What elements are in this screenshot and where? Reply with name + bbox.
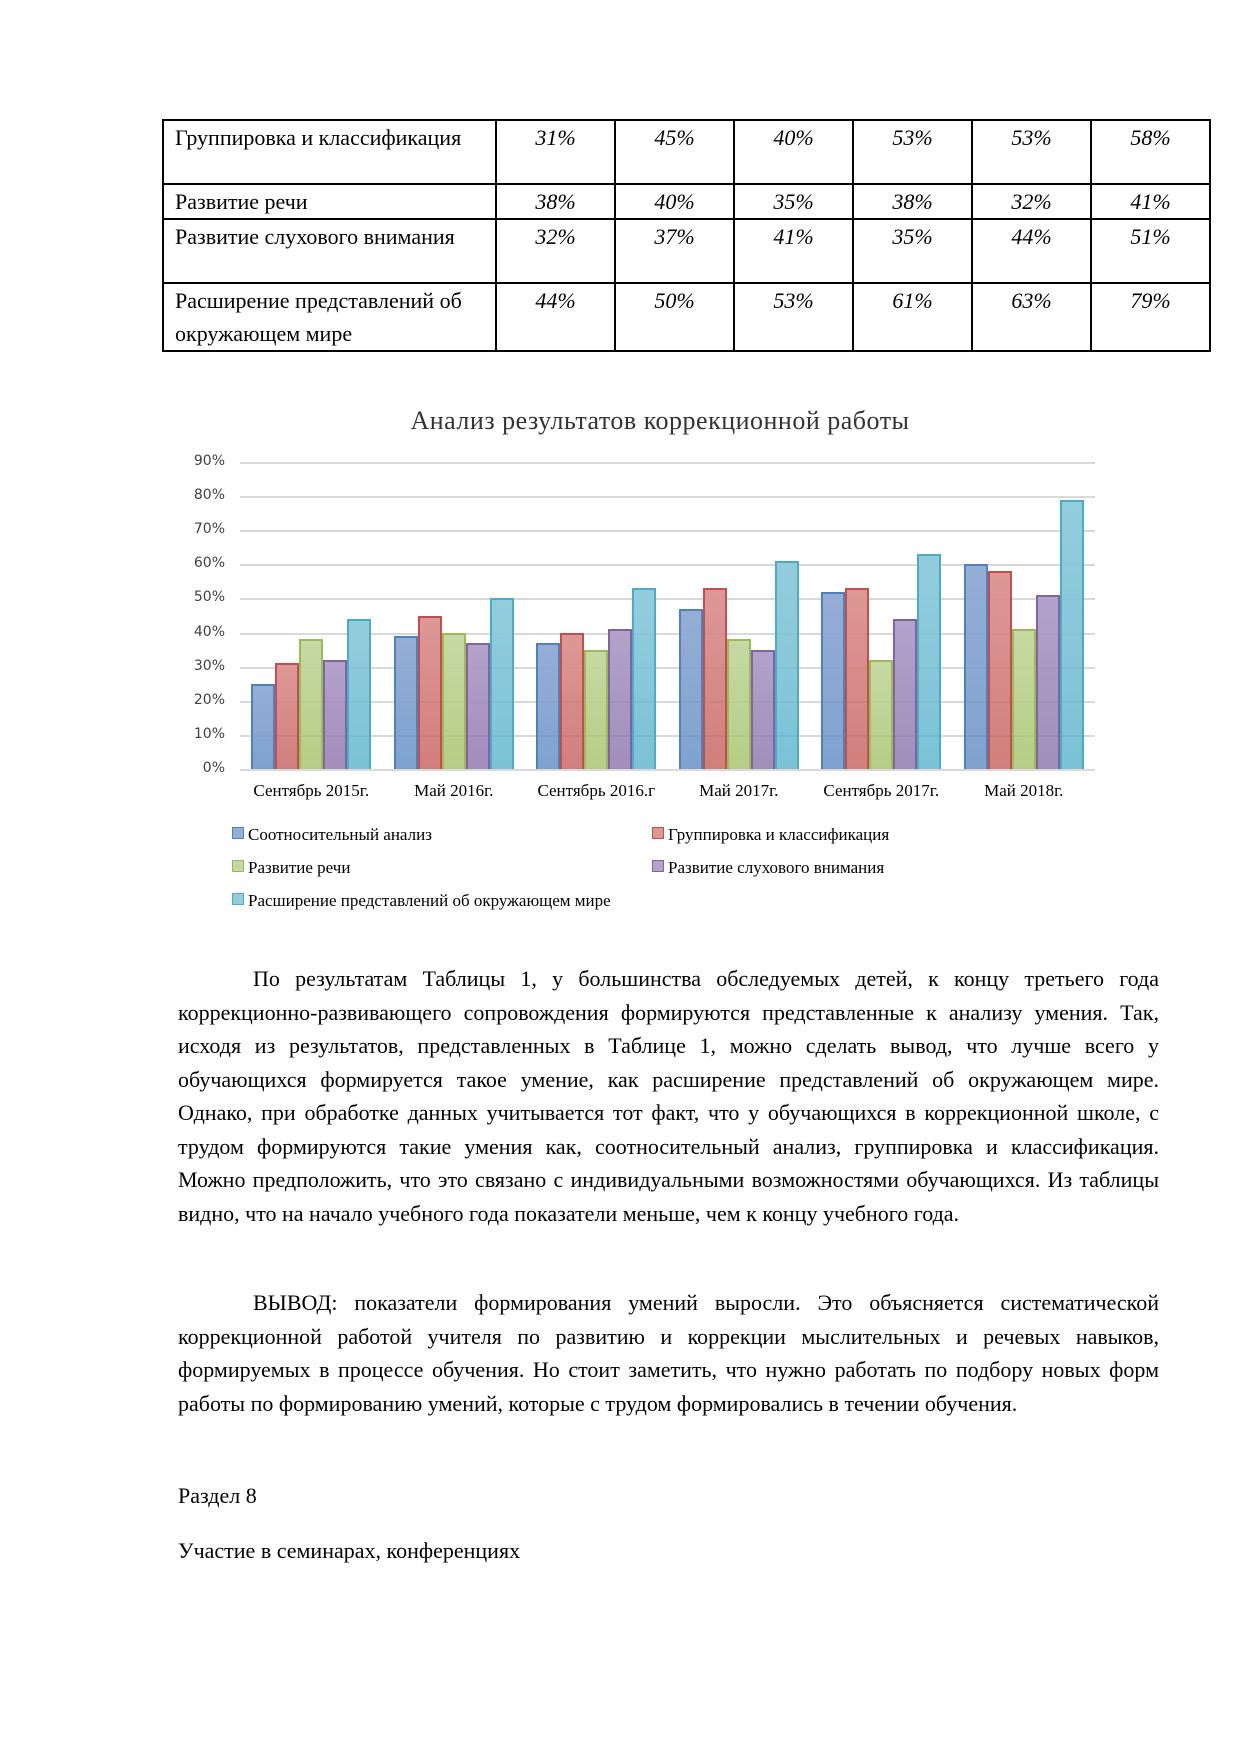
x-tick-label: Май 2017г. (699, 781, 779, 800)
bar (632, 588, 656, 769)
y-tick-label: 80% (193, 487, 225, 504)
table-cell: 40% (615, 184, 734, 219)
row-label: Группировка и классификация (163, 120, 496, 184)
section-title: Участие в семинарах, конференциях (178, 1538, 521, 1563)
legend-label: Развитие речи (248, 858, 351, 877)
bar (893, 619, 917, 769)
x-tick-label: Май 2018г. (984, 781, 1064, 800)
bar (394, 636, 418, 769)
legend-swatch-icon (652, 860, 664, 872)
bar (679, 609, 703, 769)
table-cell: 41% (734, 219, 853, 283)
table-cell: 53% (972, 120, 1091, 184)
y-tick-label: 20% (193, 691, 225, 708)
x-tick-label: Сентябрь 2016.г (537, 781, 656, 800)
x-tick-label: Сентябрь 2017г. (823, 781, 940, 800)
bar (964, 564, 988, 769)
bar (917, 554, 941, 769)
bar (727, 639, 751, 769)
bar (1012, 629, 1036, 769)
table-cell: 41% (1091, 184, 1210, 219)
bar (466, 643, 490, 769)
y-tick-label: 0% (202, 760, 225, 776)
y-tick-label: 60% (193, 555, 225, 572)
bar (560, 633, 584, 769)
gridline (240, 462, 1095, 464)
table-row (163, 184, 1210, 219)
legend-item (232, 858, 350, 878)
table-cell: 63% (972, 283, 1091, 351)
table-cell: 44% (972, 219, 1091, 283)
legend-swatch-icon (232, 860, 244, 872)
bar (584, 650, 608, 769)
table-row (163, 283, 1210, 351)
bar (490, 598, 514, 769)
bar (751, 650, 775, 769)
x-tick-label: Сентябрь 2015г. (253, 781, 370, 800)
legend-label: Расширение представлений об окружающем мире (248, 891, 611, 910)
y-tick-label: 70% (193, 521, 225, 538)
table-cell: 31% (496, 120, 615, 184)
legend-swatch-icon (652, 827, 664, 839)
results-table (162, 119, 1211, 352)
paragraph-text: По результатам Таблицы 1, у большинства обследуемых детей, к концу третьего года коррекционно-развивающего сопровождения формируются представленные к анализу умения. Так, исходя из результатов, представленных в Таблице 1, можно сделать вывод, что лучше всего у обучающихся формируется такое умение, как расширение представлений об окружающем мире. Однако, при обработке данных учитывается тот факт, что у обучающихся в коррекционной школе, с трудом формируются такие умения как, соотносительный анализ, группировка и классификация. Можно предположить, что это связано с индивидуальными возможностями обучающихся. Из таблицы видно, что на начало учебного года показатели меньше, чем к концу учебного года. (178, 966, 1159, 1226)
legend-item (232, 825, 432, 845)
y-tick-label: 90% (193, 453, 225, 469)
bar (775, 561, 799, 769)
section-heading: Раздел 8 (178, 1483, 257, 1508)
table-cell: 37% (615, 219, 734, 283)
legend-label: Развитие слухового внимания (668, 858, 885, 877)
bar (1036, 595, 1060, 769)
row-label: Развитие речи (163, 184, 496, 219)
legend-label: Соотносительный анализ (248, 825, 432, 844)
bar (299, 639, 323, 769)
paragraph-text: ВЫВОД: показатели формирования умений выросли. Это объясняется систематической коррекционной работой учителя по развитию и коррекции мыслительных и речевых навыков, формируемых в процессе обучения. Но стоит заметить, что нужно работать по подбору новых форм работы по формированию умений, которые с трудом формировались в течении обучения. (178, 1290, 1159, 1416)
bar (347, 619, 371, 769)
table-cell: 53% (853, 120, 972, 184)
table-cell: 35% (853, 219, 972, 283)
bar (442, 633, 466, 769)
legend-item (652, 858, 884, 878)
gridline (240, 530, 1095, 532)
y-tick-label: 10% (193, 725, 225, 742)
bar (845, 588, 869, 769)
table-cell: 61% (853, 283, 972, 351)
y-tick-label: 50% (193, 589, 225, 606)
bar (275, 663, 299, 769)
legend-item (652, 825, 889, 845)
analysis-paragraph (178, 962, 1159, 1230)
gridline (240, 769, 1095, 771)
gridline (240, 496, 1095, 498)
table-cell: 45% (615, 120, 734, 184)
table-row (163, 219, 1210, 283)
table-cell: 79% (1091, 283, 1210, 351)
conclusion-paragraph (178, 1286, 1159, 1420)
table-cell: 51% (1091, 219, 1210, 283)
row-label: Расширение представлений об окружающем мире (163, 283, 496, 351)
bar (418, 616, 442, 770)
bar (988, 571, 1012, 769)
y-tick-label: 40% (193, 623, 225, 640)
legend-swatch-icon (232, 827, 244, 839)
x-tick-label: Май 2016г. (414, 781, 494, 800)
legend-swatch-icon (232, 893, 244, 905)
table-cell: 50% (615, 283, 734, 351)
bar (251, 684, 275, 769)
table-cell: 35% (734, 184, 853, 219)
bar (703, 588, 727, 769)
table-cell: 38% (853, 184, 972, 219)
bar (821, 592, 845, 769)
plot-area (193, 453, 1095, 776)
bar (1060, 500, 1084, 769)
table-cell: 53% (734, 283, 853, 351)
bar (536, 643, 560, 769)
legend-item (232, 891, 611, 911)
bar (608, 629, 632, 769)
table-cell: 44% (496, 283, 615, 351)
table-cell: 38% (496, 184, 615, 219)
legend-label: Группировка и классификация (668, 825, 890, 844)
table-row (163, 120, 1210, 184)
table-cell: 32% (972, 184, 1091, 219)
bar (869, 660, 893, 769)
chart-title: Анализ результатов коррекционной работы (410, 406, 910, 435)
bar (323, 660, 347, 769)
bar-chart (160, 395, 1160, 935)
table-cell: 40% (734, 120, 853, 184)
y-tick-label: 30% (193, 657, 225, 674)
table-cell: 58% (1091, 120, 1210, 184)
row-label: Развитие слухового внимания (163, 219, 496, 283)
table-cell: 32% (496, 219, 615, 283)
